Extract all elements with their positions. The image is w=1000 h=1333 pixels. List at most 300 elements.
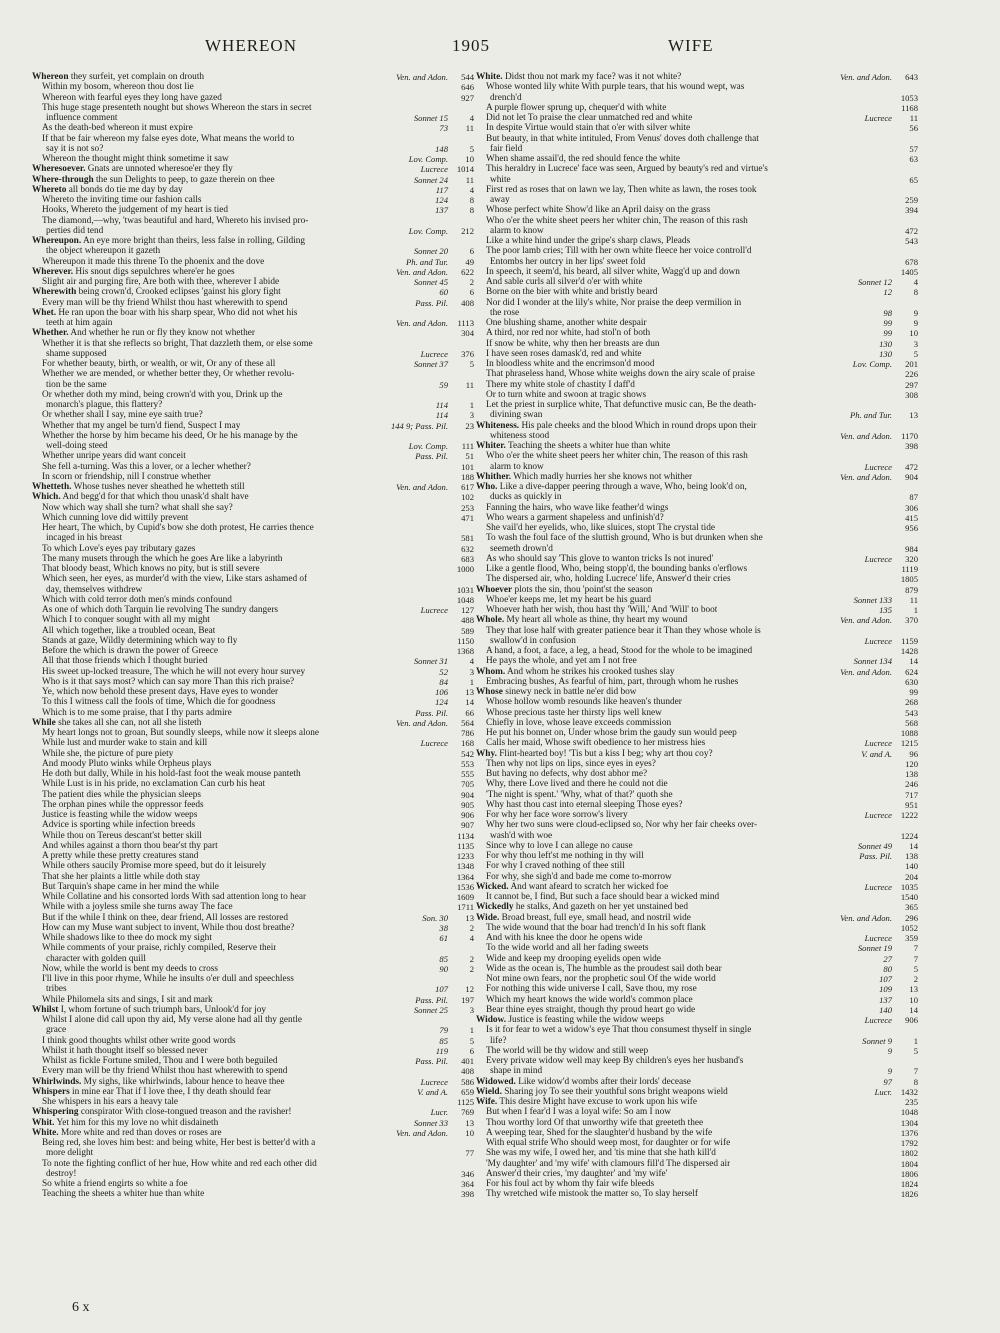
quotation: in mine ear That if I love thee, I thy death should fear: [72, 1086, 271, 1097]
concordance-line: [476, 615, 918, 625]
quotation: To note the fighting conflict of her hue, How white and red each other did: [42, 1158, 317, 1169]
quotation: Why, there Love lived and there he could not die: [486, 779, 668, 790]
line-number: 544: [461, 72, 474, 82]
concordance-line: [32, 503, 474, 513]
work-reference: Ven. and Adon.: [396, 72, 448, 82]
concordance-line: [476, 1025, 918, 1035]
work-reference: Pass. Pil.: [415, 707, 448, 718]
line-text: [42, 595, 232, 605]
work-reference: Ven. and Adon.: [396, 1127, 448, 1138]
headword: Wife.: [476, 1097, 498, 1107]
line-text: [486, 646, 752, 656]
line-text: [42, 636, 237, 646]
quotation: divining swan: [490, 410, 543, 421]
quotation: Whether we are mended, or whether better they, Or whether revolu-: [42, 369, 295, 380]
line-number: 23: [465, 420, 474, 431]
line-number: 617: [461, 482, 474, 492]
concordance-line: [476, 974, 918, 984]
concordance-line: [32, 585, 474, 595]
quotation: Teaching the sheets a whiter hue than white: [42, 1189, 205, 1200]
concordance-line: [32, 72, 474, 82]
line-text: [486, 1128, 712, 1138]
line-number: 1000: [456, 564, 474, 574]
quotation: And whom he strikes his crooked tushes slay: [507, 666, 675, 677]
line-number: 2: [469, 922, 474, 933]
quotation: And with his knee the door he opens wide: [486, 933, 643, 943]
line-text: [486, 708, 662, 718]
line-text: [490, 308, 519, 318]
line-text: [42, 841, 218, 851]
headword: Whoever: [476, 584, 513, 595]
concordance-line: [32, 1128, 474, 1138]
line-number: 268: [905, 697, 918, 708]
concordance-line: [32, 164, 474, 174]
line-number: 6: [469, 246, 474, 257]
concordance-line: [32, 441, 474, 451]
quotation: the sun Delights to peep, to gaze therein on thee: [95, 174, 275, 185]
line-number: 77: [465, 1148, 474, 1159]
line-text: [486, 656, 637, 666]
concordance-line: [476, 1159, 918, 1169]
concordance-line: [476, 72, 918, 82]
concordance-line: [32, 615, 474, 625]
quotation: All that those friends which I thought buried: [42, 656, 208, 667]
concordance-line: [32, 123, 474, 133]
line-text: [42, 995, 213, 1005]
quotation: Whose wonted lily white With purple tears, that his wound wept, was: [486, 82, 745, 93]
quotation: Whereon the thought might think sometime it saw: [42, 154, 229, 164]
line-number: 1792: [900, 1138, 918, 1148]
concordance-line: [476, 554, 918, 564]
line-text: [42, 369, 294, 379]
work-reference: Ven. and Adon.: [840, 471, 892, 482]
work-reference: Lucrece: [864, 881, 892, 892]
quotation: If that be fair whereon my false eyes dote, What means the world to: [42, 133, 295, 144]
line-text: [42, 851, 198, 861]
work-reference: Lucrece: [864, 738, 892, 749]
line-text: [42, 513, 188, 523]
quotation: incaged in his breast: [46, 533, 123, 544]
line-text: [32, 308, 297, 318]
work-reference: Lucrece: [864, 1015, 892, 1025]
headword: Widowed.: [476, 1076, 516, 1087]
line-text: [486, 697, 682, 707]
concordance-line: [32, 1046, 474, 1056]
line-text: [486, 1148, 716, 1158]
quotation: A third, nor red nor white, had stol'n of both: [486, 328, 651, 339]
headword: Wicked.: [476, 881, 509, 892]
line-number: 3: [469, 410, 474, 421]
concordance-line: [32, 667, 474, 677]
concordance-line: [476, 564, 918, 574]
line-text: [476, 913, 691, 923]
line-number: 398: [905, 441, 918, 451]
concordance-line: [32, 1056, 474, 1066]
concordance-line: [476, 410, 918, 420]
quotation: If snow be white, why then her breasts are dun: [486, 338, 660, 349]
line-number: 3: [913, 338, 918, 349]
line-number: 1170: [901, 430, 918, 441]
headword: Whereupon.: [32, 236, 82, 246]
work-reference: Sonnet 134: [853, 656, 892, 667]
headword: White.: [32, 1127, 59, 1138]
headword: Which.: [32, 492, 61, 503]
quotation: His sweet up-locked treasure, The which he will not every hour survey: [42, 666, 306, 677]
work-reference: 12: [883, 287, 892, 298]
line-number: 581: [461, 533, 474, 544]
line-text: [32, 236, 305, 246]
quotation: While Philomela sits and sings, I sit and mark: [42, 994, 213, 1005]
line-number: 127: [461, 605, 474, 615]
quotation: well-doing steed: [46, 441, 108, 451]
quotation: Which with cold terror doth men's minds confound: [42, 594, 232, 605]
quotation: Wide as the ocean is, The humble as the proudest sail doth bear: [486, 963, 722, 974]
line-text: [42, 800, 204, 810]
line-text: [42, 749, 173, 759]
line-number: 786: [461, 728, 474, 738]
line-number: 1125: [457, 1097, 474, 1107]
concordance-line: [32, 1107, 474, 1117]
line-text: [486, 1056, 743, 1066]
work-reference: 79: [439, 1025, 448, 1036]
concordance-line: [476, 513, 918, 523]
quotation: This desire Might have excuse to work upon his wife: [499, 1097, 697, 1107]
quotation: Sharing joy To see their youthful sons bright weapons wield: [504, 1086, 728, 1097]
line-number: 564: [461, 717, 474, 728]
quotation: Didst thou not mark my face? was it not white?: [504, 72, 682, 82]
concordance-line: [32, 298, 474, 308]
work-reference: 109: [879, 984, 892, 995]
concordance-line: [32, 533, 474, 543]
quotation: My heart all whole as thine, thy heart my wound: [506, 615, 688, 626]
concordance-line: [32, 451, 474, 461]
headword: Where-through: [32, 174, 94, 185]
line-number: 906: [905, 1015, 918, 1025]
work-reference: 73: [439, 123, 448, 134]
line-number: 1364: [456, 871, 474, 882]
work-reference: 119: [435, 1045, 448, 1056]
work-reference: 114: [435, 410, 448, 421]
concordance-line: [476, 328, 918, 338]
line-number: 472: [905, 225, 918, 236]
line-text: [32, 185, 183, 195]
quotation: Wide and keep my drooping eyelids open wide: [486, 953, 661, 964]
concordance-line: [476, 1169, 918, 1179]
quotation: Whether that my angel be turn'd fiend, Suspect I may: [42, 420, 241, 431]
line-text: [42, 810, 197, 820]
quotation: The wide wound that the boar had trench'd In his soft flank: [486, 922, 706, 933]
line-text: [42, 421, 240, 431]
line-text: [42, 892, 306, 902]
line-text: [42, 872, 200, 882]
concordance-line: [32, 1189, 474, 1199]
quotation: life?: [490, 1035, 507, 1046]
concordance-line: [476, 902, 918, 912]
line-number: 394: [905, 205, 918, 216]
line-text: [490, 1036, 507, 1046]
quotation: Whose perfect white Show'd like an April daisy on the grass: [486, 205, 711, 216]
line-number: 296: [905, 912, 918, 923]
quotation: They that lose half with greater patience bear it Than they whose whole is: [486, 625, 761, 636]
work-reference: V. and A.: [417, 1086, 448, 1097]
quotation: Which I to conquer sought with all my might: [42, 615, 210, 626]
line-number: 140: [905, 861, 918, 872]
line-text: [42, 1138, 315, 1148]
work-reference: 61: [439, 933, 448, 943]
line-text: [42, 523, 314, 533]
concordance-line: [32, 1005, 474, 1015]
concordance-line: [476, 1015, 918, 1025]
quotation: Since why to love I can allege no cause: [486, 840, 633, 851]
concordance-line: [476, 195, 918, 205]
concordance-line: [476, 708, 918, 718]
concordance-line: [476, 995, 918, 1005]
line-text: [486, 246, 752, 256]
line-number: 297: [905, 379, 918, 390]
line-text: [42, 769, 301, 779]
line-text: [42, 605, 278, 615]
quotation: character with golden quill: [46, 953, 146, 964]
concordance-line: [32, 410, 474, 420]
work-reference: 144 9; Pass. Pil.: [390, 420, 448, 431]
line-text: [486, 287, 657, 297]
concordance-line: [32, 1015, 474, 1025]
quotation: Within my bosom, whereon thou dost lie: [42, 82, 194, 93]
line-text: [490, 831, 552, 841]
line-text: [42, 667, 305, 677]
quotation: A purple flower sprung up, chequer'd with white: [486, 102, 667, 113]
line-number: 879: [905, 584, 918, 595]
concordance-line: [476, 462, 918, 472]
quotation: That phraseless hand, Whose white weighs down the airy scale of praise: [486, 369, 755, 380]
line-text: [42, 646, 218, 656]
line-number: 168: [461, 738, 474, 749]
quotation: That bloody beast, Which knows no pity, but is still severe: [42, 564, 260, 574]
line-text: [486, 933, 642, 943]
line-text: [42, 708, 232, 718]
line-text: [486, 759, 656, 769]
line-text: [476, 72, 681, 82]
quotation: While comments of your praise, richly compiled, Reserve their: [42, 943, 277, 954]
line-number: 13: [465, 687, 474, 697]
line-number: 1826: [900, 1189, 918, 1200]
quotation: sinewy neck in battle ne'er did bow: [505, 687, 637, 697]
line-text: [476, 1015, 664, 1025]
quotation: Answer'd their cries, 'my daughter' and 'my wife': [486, 1168, 668, 1179]
concordance-line: [32, 554, 474, 564]
work-reference: 124: [435, 697, 448, 708]
quotation: To wash the foul face of the sluttish ground, Who is but drunken when she: [486, 533, 763, 544]
line-text: [32, 287, 281, 297]
line-number: 1: [913, 605, 918, 615]
line-number: 659: [461, 1086, 474, 1097]
line-text: [46, 380, 107, 390]
line-number: 5: [913, 348, 918, 359]
line-number: 2: [469, 953, 474, 964]
line-number: 5: [913, 963, 918, 974]
line-text: [42, 1015, 302, 1025]
headword: Whole.: [476, 615, 505, 626]
line-text: [42, 1179, 188, 1189]
concordance-line: [476, 339, 918, 349]
quotation: Her heart, The which, by Cupid's bow she doth protest, He carries thence: [42, 523, 314, 533]
line-number: 13: [909, 410, 918, 421]
work-reference: 85: [439, 1035, 448, 1046]
concordance-line: [32, 913, 474, 923]
signature-mark: 6 x: [72, 1300, 90, 1315]
headword: Whiter.: [476, 441, 506, 451]
line-number: 1: [469, 1025, 474, 1036]
concordance-line: [476, 421, 918, 431]
line-text: [486, 974, 716, 984]
quotation: Which madly hurries her she knows not whither: [513, 471, 693, 482]
line-text: [42, 882, 219, 892]
line-number: 5: [469, 143, 474, 154]
quotation: First red as roses that on lawn we lay, Then white as lawn, the roses took: [486, 184, 757, 195]
work-reference: Sonnet 15: [413, 113, 448, 123]
concordance-line: [476, 533, 918, 543]
line-text: [42, 103, 312, 113]
quotation: She was my wife, I owed her, and 'tis mine that she hath kill'd: [486, 1148, 716, 1159]
quotation: Before the which is drawn the power of Greece: [42, 646, 219, 656]
line-number: 1802: [900, 1148, 918, 1159]
line-number: 63: [909, 154, 918, 164]
line-text: [32, 1087, 271, 1097]
concordance-line: [476, 1077, 918, 1087]
concordance-line: [476, 492, 918, 502]
line-text: [486, 728, 737, 738]
quotation: being crown'd, Crooked eclipses 'gainst his glory fight: [78, 287, 281, 298]
line-number: 1: [469, 400, 474, 410]
line-text: [476, 1087, 728, 1097]
quotation: Now, while the world is bent my deeds to cross: [42, 963, 219, 974]
concordance-line: [476, 831, 918, 841]
quotation: I, whom fortune of such triumph bars, Unlook'd for joy: [60, 1004, 267, 1015]
concordance-line: [476, 441, 918, 451]
concordance-line: [32, 656, 474, 666]
quotation: day, themselves withdrew: [46, 584, 143, 595]
quotation: Whether the horse by him became his deed, Or he his manage by the: [42, 430, 298, 441]
concordance-line: [476, 236, 918, 246]
concordance-line: [32, 1148, 474, 1158]
line-number: 1: [469, 676, 474, 687]
work-reference: Lucrece: [420, 164, 448, 175]
quotation: Let the priest in surplice white, That defunctive music can, Be the death-: [486, 400, 757, 410]
line-text: [42, 1046, 208, 1056]
quotation: In despite Virtue would stain that o'er with silver white: [486, 123, 691, 134]
concordance-line: [476, 728, 918, 738]
line-text: [486, 984, 697, 994]
line-text: [486, 267, 740, 277]
line-text: [46, 441, 108, 451]
line-number: 9: [913, 307, 918, 318]
line-text: [486, 154, 680, 164]
line-number: 359: [905, 933, 918, 943]
line-text: [476, 585, 652, 595]
concordance-line: [476, 697, 918, 707]
line-number: 56: [909, 123, 918, 134]
concordance-line: [476, 390, 918, 400]
quotation: In speech, it seem'd, his beard, all silver white, Wagg'd up and down: [486, 266, 740, 277]
work-reference: Ven. and Adon.: [840, 912, 892, 923]
concordance-line: [476, 646, 918, 656]
work-reference: Ven. and Adon.: [396, 266, 448, 277]
headword: Wickedly: [476, 902, 514, 913]
work-reference: Lov. Comp.: [408, 441, 448, 451]
line-text: [32, 482, 245, 492]
line-number: 488: [461, 615, 474, 626]
concordance-line: [476, 287, 918, 297]
quotation: Broad breast, full eye, small head, and nostril wide: [501, 912, 691, 923]
quotation: A hand, a foot, a face, a leg, a head, Stood for the whole to be imagined: [486, 646, 753, 656]
quotation: For whether beauty, birth, or wealth, or wit, Or any of these all: [42, 359, 276, 369]
line-number: 346: [461, 1168, 474, 1179]
concordance-line: [476, 369, 918, 379]
headword: Whispering: [32, 1107, 79, 1118]
line-number: 197: [461, 994, 474, 1005]
quotation: tribes: [46, 984, 67, 995]
concordance-line: [32, 349, 474, 359]
concordance-line: [476, 1148, 918, 1158]
quotation: alarm to know: [490, 461, 544, 472]
concordance-line: [32, 195, 474, 205]
work-reference: 130: [879, 348, 892, 359]
work-reference: 107: [435, 984, 448, 995]
quotation: 'My daughter' and 'my wife' with clamours fill'd The dispersed air: [486, 1158, 731, 1169]
headword: Whereon: [32, 72, 69, 82]
headword: Whispers: [32, 1086, 70, 1097]
line-number: 13: [465, 912, 474, 923]
line-number: 646: [461, 82, 474, 93]
quotation: The orphan pines while the oppressor feeds: [42, 799, 204, 810]
line-number: 956: [905, 523, 918, 533]
line-number: 364: [461, 1179, 474, 1189]
quotation: Ye, which now behold these present days, Have eyes to wonder: [42, 687, 279, 697]
line-number: 11: [909, 594, 918, 605]
quotation: While others saucily Promise more speed, but do it leisurely: [42, 861, 267, 872]
concordance-line: [476, 205, 918, 215]
line-number: 2: [469, 963, 474, 974]
quotation: Whose hollow womb resounds like heaven's thunder: [486, 697, 682, 708]
concordance-line: [32, 144, 474, 154]
quotation: Hooks, Whereto the judgement of my heart is tied: [42, 205, 228, 216]
line-number: 984: [905, 543, 918, 554]
work-reference: 97: [883, 1076, 892, 1087]
quotation: While thou on Tereus descant'st better skill: [42, 830, 202, 841]
line-text: [486, 995, 693, 1005]
quotation: Whose precious taste her thirsty lips well knew: [486, 707, 662, 718]
quotation: Is it for fear to wet a widow's eye That thou consumest thyself in single: [486, 1025, 752, 1036]
quotation: the rose: [490, 307, 520, 318]
headword: Whetteth.: [32, 482, 72, 492]
line-number: 99: [909, 687, 918, 697]
line-text: [42, 861, 266, 871]
quotation: Whilst I alone did call upon thy aid, My verse alone had all thy gentle: [42, 1015, 302, 1025]
line-number: 57: [909, 143, 918, 154]
line-text: [486, 595, 651, 605]
work-reference: Lucrece: [864, 933, 892, 943]
quotation: When shame assail'd, the red should fence the white: [486, 154, 681, 164]
work-reference: Lucr.: [874, 1086, 892, 1097]
line-number: 306: [905, 502, 918, 513]
line-text: [486, 113, 692, 123]
concordance-line: [32, 923, 474, 933]
quotation: tion be the same: [46, 379, 107, 390]
line-number: 3: [469, 666, 474, 677]
concordance-line: [32, 134, 474, 144]
line-number: 11: [465, 123, 474, 134]
quotation: Borne on the bier with white and bristly beard: [486, 287, 658, 298]
